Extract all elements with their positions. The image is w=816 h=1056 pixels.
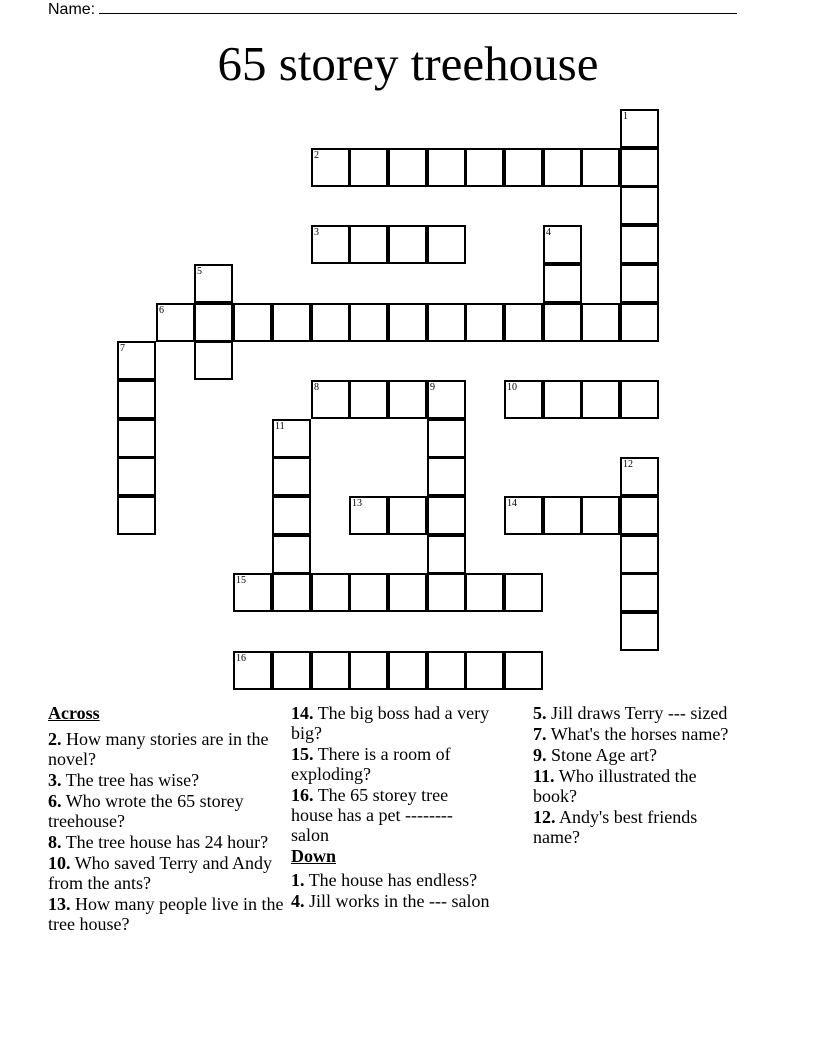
down-clue-9: 9. Stone Age art? [533, 745, 657, 765]
grid-cell[interactable] [349, 651, 388, 690]
clue-number: 16 [236, 653, 246, 664]
page-title: 65 storey treehouse [217, 36, 599, 91]
grid-cell[interactable] [581, 496, 620, 535]
grid-cell[interactable] [349, 573, 388, 612]
grid-cell[interactable] [272, 457, 311, 496]
grid-cell-12[interactable] [620, 457, 659, 496]
grid-cell[interactable] [620, 535, 659, 574]
grid-cell-1[interactable] [620, 109, 659, 148]
grid-cell[interactable] [543, 303, 582, 342]
grid-cell-2[interactable] [311, 148, 350, 187]
grid-cell[interactable] [272, 303, 311, 342]
grid-cell[interactable] [117, 380, 156, 419]
clue-number: 8 [314, 382, 319, 393]
grid-cell[interactable] [194, 303, 233, 342]
grid-cell[interactable] [349, 148, 388, 187]
clue-number: 3 [314, 227, 319, 238]
grid-cell[interactable] [581, 380, 620, 419]
grid-cell[interactable] [581, 303, 620, 342]
down-clue-12: 12. Andy's best friends name? [533, 807, 698, 847]
grid-cell[interactable] [427, 419, 466, 458]
grid-cell[interactable] [620, 225, 659, 264]
down-clue-4: 4. Jill works in the --- salon [291, 891, 490, 911]
clue-number: 7 [120, 343, 125, 354]
grid-cell[interactable] [233, 303, 272, 342]
clue-number: 11 [275, 421, 285, 432]
grid-cell[interactable] [543, 148, 582, 187]
across-clue-10: 10. Who saved Terry and Andy from the ants? [48, 853, 273, 893]
grid-cell[interactable] [465, 303, 504, 342]
grid-cell-6[interactable] [156, 303, 195, 342]
grid-cell[interactable] [427, 496, 466, 535]
down-clue-7: 7. What's the horses name? [533, 724, 729, 744]
grid-cell-3[interactable] [311, 225, 350, 264]
across-clue-15: 15. There is a room of exploding? [291, 744, 451, 784]
grid-cell[interactable] [388, 380, 427, 419]
down-clue-1: 1. The house has endless? [291, 870, 478, 890]
grid-cell[interactable] [311, 573, 350, 612]
across-clue-8: 8. The tree house has 24 hour? [48, 832, 269, 852]
across-clue-14: 14. The big boss had a very big? [291, 703, 490, 743]
grid-cell[interactable] [388, 651, 427, 690]
grid-cell[interactable] [349, 380, 388, 419]
grid-cell[interactable] [388, 573, 427, 612]
clue-number: 13 [352, 498, 362, 509]
clue-number: 4 [546, 227, 551, 238]
grid-cell[interactable] [311, 303, 350, 342]
grid-cell[interactable] [427, 535, 466, 574]
grid-cell-15[interactable] [233, 573, 272, 612]
across-heading: Across [48, 703, 100, 723]
grid-cell[interactable] [581, 148, 620, 187]
grid-cell[interactable] [620, 573, 659, 612]
grid-cell-11[interactable] [272, 419, 311, 458]
grid-cell[interactable] [349, 225, 388, 264]
clue-number: 14 [507, 498, 517, 509]
grid-cell[interactable] [427, 303, 466, 342]
grid-cell[interactable] [504, 651, 543, 690]
across-clue-3: 3. The tree has wise? [48, 770, 200, 790]
grid-cell[interactable] [427, 573, 466, 612]
clue-number: 2 [314, 150, 319, 161]
grid-cell[interactable] [194, 341, 233, 380]
clues-column-3 [533, 703, 733, 848]
grid-cell[interactable] [117, 496, 156, 535]
grid-cell[interactable] [427, 225, 466, 264]
grid-cell-13[interactable] [349, 496, 388, 535]
grid-cell[interactable] [465, 573, 504, 612]
down-clue-11: 11. Who illustrated the book? [533, 766, 697, 806]
grid-cell-4[interactable] [543, 225, 582, 264]
grid-cell[interactable] [388, 303, 427, 342]
grid-cell[interactable] [465, 651, 504, 690]
grid-cell-14[interactable] [504, 496, 543, 535]
grid-cell[interactable] [504, 573, 543, 612]
grid-cell[interactable] [117, 419, 156, 458]
clues-column-2 [291, 703, 491, 912]
grid-cell[interactable] [427, 651, 466, 690]
grid-cell-9[interactable] [427, 380, 466, 419]
grid-cell[interactable] [465, 148, 504, 187]
grid-cell[interactable] [620, 303, 659, 342]
grid-cell[interactable] [272, 496, 311, 535]
grid-cell[interactable] [543, 264, 582, 303]
grid-cell[interactable] [504, 303, 543, 342]
grid-cell[interactable] [620, 148, 659, 187]
grid-cell[interactable] [272, 651, 311, 690]
clue-number: 10 [507, 382, 517, 393]
clue-number: 1 [623, 111, 628, 122]
grid-cell-10[interactable] [504, 380, 543, 419]
down-heading: Down [291, 846, 337, 866]
grid-cell[interactable] [272, 573, 311, 612]
grid-cell[interactable] [311, 651, 350, 690]
grid-cell[interactable] [272, 535, 311, 574]
grid-cell-8[interactable] [311, 380, 350, 419]
grid-cell[interactable] [543, 380, 582, 419]
clue-number: 9 [430, 382, 435, 393]
clue-number: 12 [623, 459, 633, 470]
grid-cell[interactable] [388, 148, 427, 187]
grid-cell[interactable] [543, 496, 582, 535]
grid-cell[interactable] [388, 225, 427, 264]
across-clue-6: 6. Who wrote the 65 storey treehouse? [48, 791, 244, 831]
across-clue-2: 2. How many stories are in the novel? [48, 729, 269, 769]
clue-number: 5 [197, 266, 202, 277]
grid-cell-5[interactable] [194, 264, 233, 303]
name-label: Name: [48, 1, 96, 18]
grid-cell[interactable] [388, 496, 427, 535]
clue-number: 15 [236, 575, 246, 586]
grid-cell[interactable] [620, 264, 659, 303]
grid-cell-7[interactable] [117, 341, 156, 380]
grid-cell[interactable] [620, 612, 659, 651]
grid-cell-16[interactable] [233, 651, 272, 690]
across-clue-13: 13. How many people live in the tree house? [48, 894, 284, 934]
grid-cell[interactable] [620, 380, 659, 419]
grid-cell[interactable] [427, 148, 466, 187]
grid-cell[interactable] [620, 186, 659, 225]
clue-number: 6 [159, 305, 164, 316]
down-clue-5: 5. Jill draws Terry --- sized [533, 703, 728, 723]
grid-cell[interactable] [349, 303, 388, 342]
grid-cell[interactable] [504, 148, 543, 187]
grid-cell[interactable] [117, 457, 156, 496]
grid-cell[interactable] [427, 457, 466, 496]
grid-cell[interactable] [620, 496, 659, 535]
across-clue-16: 16. The 65 storey tree house has a pet -------- salon [291, 785, 453, 845]
clues-column-1 [48, 703, 284, 935]
